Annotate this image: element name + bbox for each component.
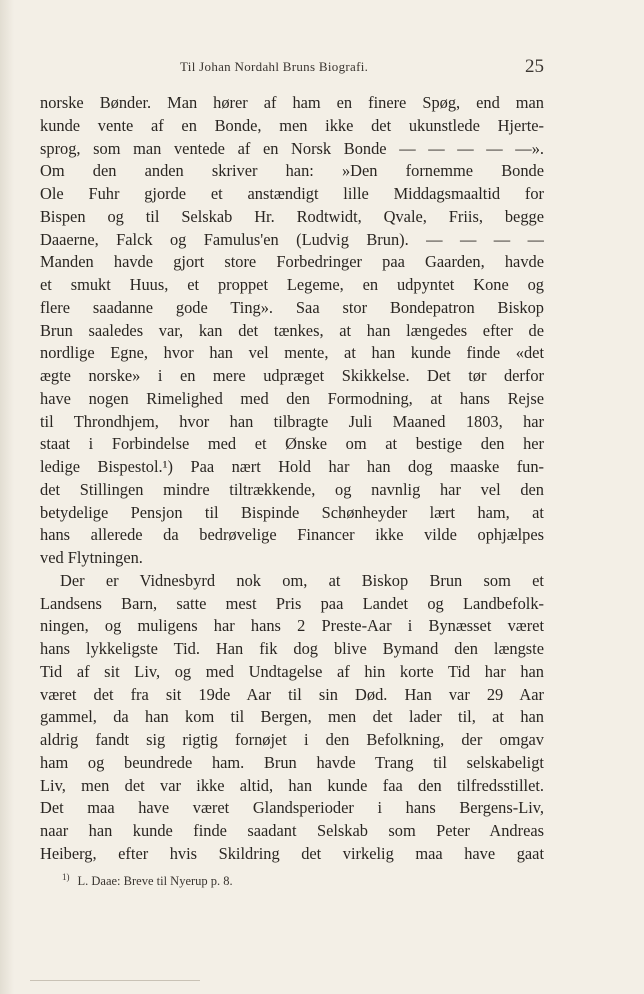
text-line: været det fra sit 19de Aar til sin Død. Han var 29 Aar [40,684,544,704]
text-line: Bispen og til Selskab Hr. Rodtwidt, Qvale, Friis, begge [40,206,544,226]
text-line: staat i Forbindelse med et Ønske om at bestige den her [40,434,544,454]
text-line: have nogen Rimelighed med den Formodning, at hans Rejse [40,388,544,408]
text-line: norske Bønder. Man hører af ham en finere Spøg, end man [40,93,544,112]
text-line: Det maa have været Glandsperioder i hans Bergens-Liv, [40,798,544,818]
text-line: betydelige Pensjon til Bispinde Schønheyder lært ham, at [40,502,544,522]
footnote-marker: 1) [62,872,70,882]
page-number: 25 [525,56,544,77]
text-line: nordlige Egne, hvor han vel mente, at han kunde finde «det [40,343,544,363]
text-line: Landsens Barn, satte mest Pris paa Landet og Landbefolk- [40,593,544,613]
text-line: hans allerede da bedrøvelige Financer ikke vilde ophjælpes [40,525,544,545]
text-line: hans lykkeligste Tid. Han fik dog blive Bymand den længste [40,639,544,658]
text-line: ved Flytningen. [40,548,143,567]
text-line: ningen, og muligens har hans 2 Preste-Aar i Bynæsset været [40,616,544,636]
text-line: Daaerne, Falck og Famulus'en (Ludvig Brun). — — — — [40,229,544,249]
text-line: ham og beundrede ham. Brun havde Trang til selskabeligt [40,752,544,772]
text-line: Der er Vidnesbyrd nok om, at Biskop Brun som et [60,570,544,590]
text-line: aldrig fandt sig rigtig fornøjet i den Befolkning, der omgav [40,730,544,749]
page-header [40,57,544,79]
text-line: ægte norske» i en mere udpræget Skikkelse. Det tør derfor [40,366,544,385]
text-line: Liv, men det var ikke altid, han kunde faa den tilfredsstillet. [40,775,544,795]
text-line: sprog, som man ventede af en Norsk Bonde — — — — —». [40,138,544,158]
text-line: gammel, da han kom til Bergen, men det lader til, at han [40,707,544,727]
text-line: Heiberg, efter hvis Skildring det virkelig maa have gaat [40,843,544,863]
body-text [40,92,544,866]
text-line: Brun saaledes var, kan det tænkes, at han længedes efter de [40,320,544,340]
running-title: Til Johan Nordahl Bruns Biografi. [180,59,369,74]
footnote [62,872,233,889]
text-line: det Stillingen mindre tiltrækkende, og navnlig har vel den [40,479,544,499]
footnote-text: L. Daae: Breve til Nyerup p. 8. [77,874,233,888]
text-line: et smukt Huus, et proppet Legeme, en udpyntet Kone og [40,275,544,294]
page-edge-shadow [30,980,200,981]
text-line: kunde vente af en Bonde, men ikke det ukunstlede Hjerte- [40,115,544,135]
text-line: Tid af sit Liv, og med Undtagelse af hin korte Tid har han [40,661,544,681]
page-gutter [0,0,14,994]
text-line: flere saadanne gode Ting». Saa stor Bondepatron Biskop [40,297,544,317]
text-line: Om den anden skriver han: »Den fornemme Bonde [40,161,544,181]
text-line: Ole Fuhr gjorde et anstændigt lille Middagsmaaltid for [40,184,544,203]
text-line: ledige Bispestol.¹) Paa nært Hold har han dog maaske fun- [40,457,544,476]
text-line: naar han kunde finde saadant Selskab som Peter Andreas [40,821,544,840]
text-line: til Throndhjem, hvor han tilbragte Juli Maaned 1803, har [40,411,544,431]
text-line: Manden havde gjort store Forbedringer paa Gaarden, havde [40,252,544,272]
